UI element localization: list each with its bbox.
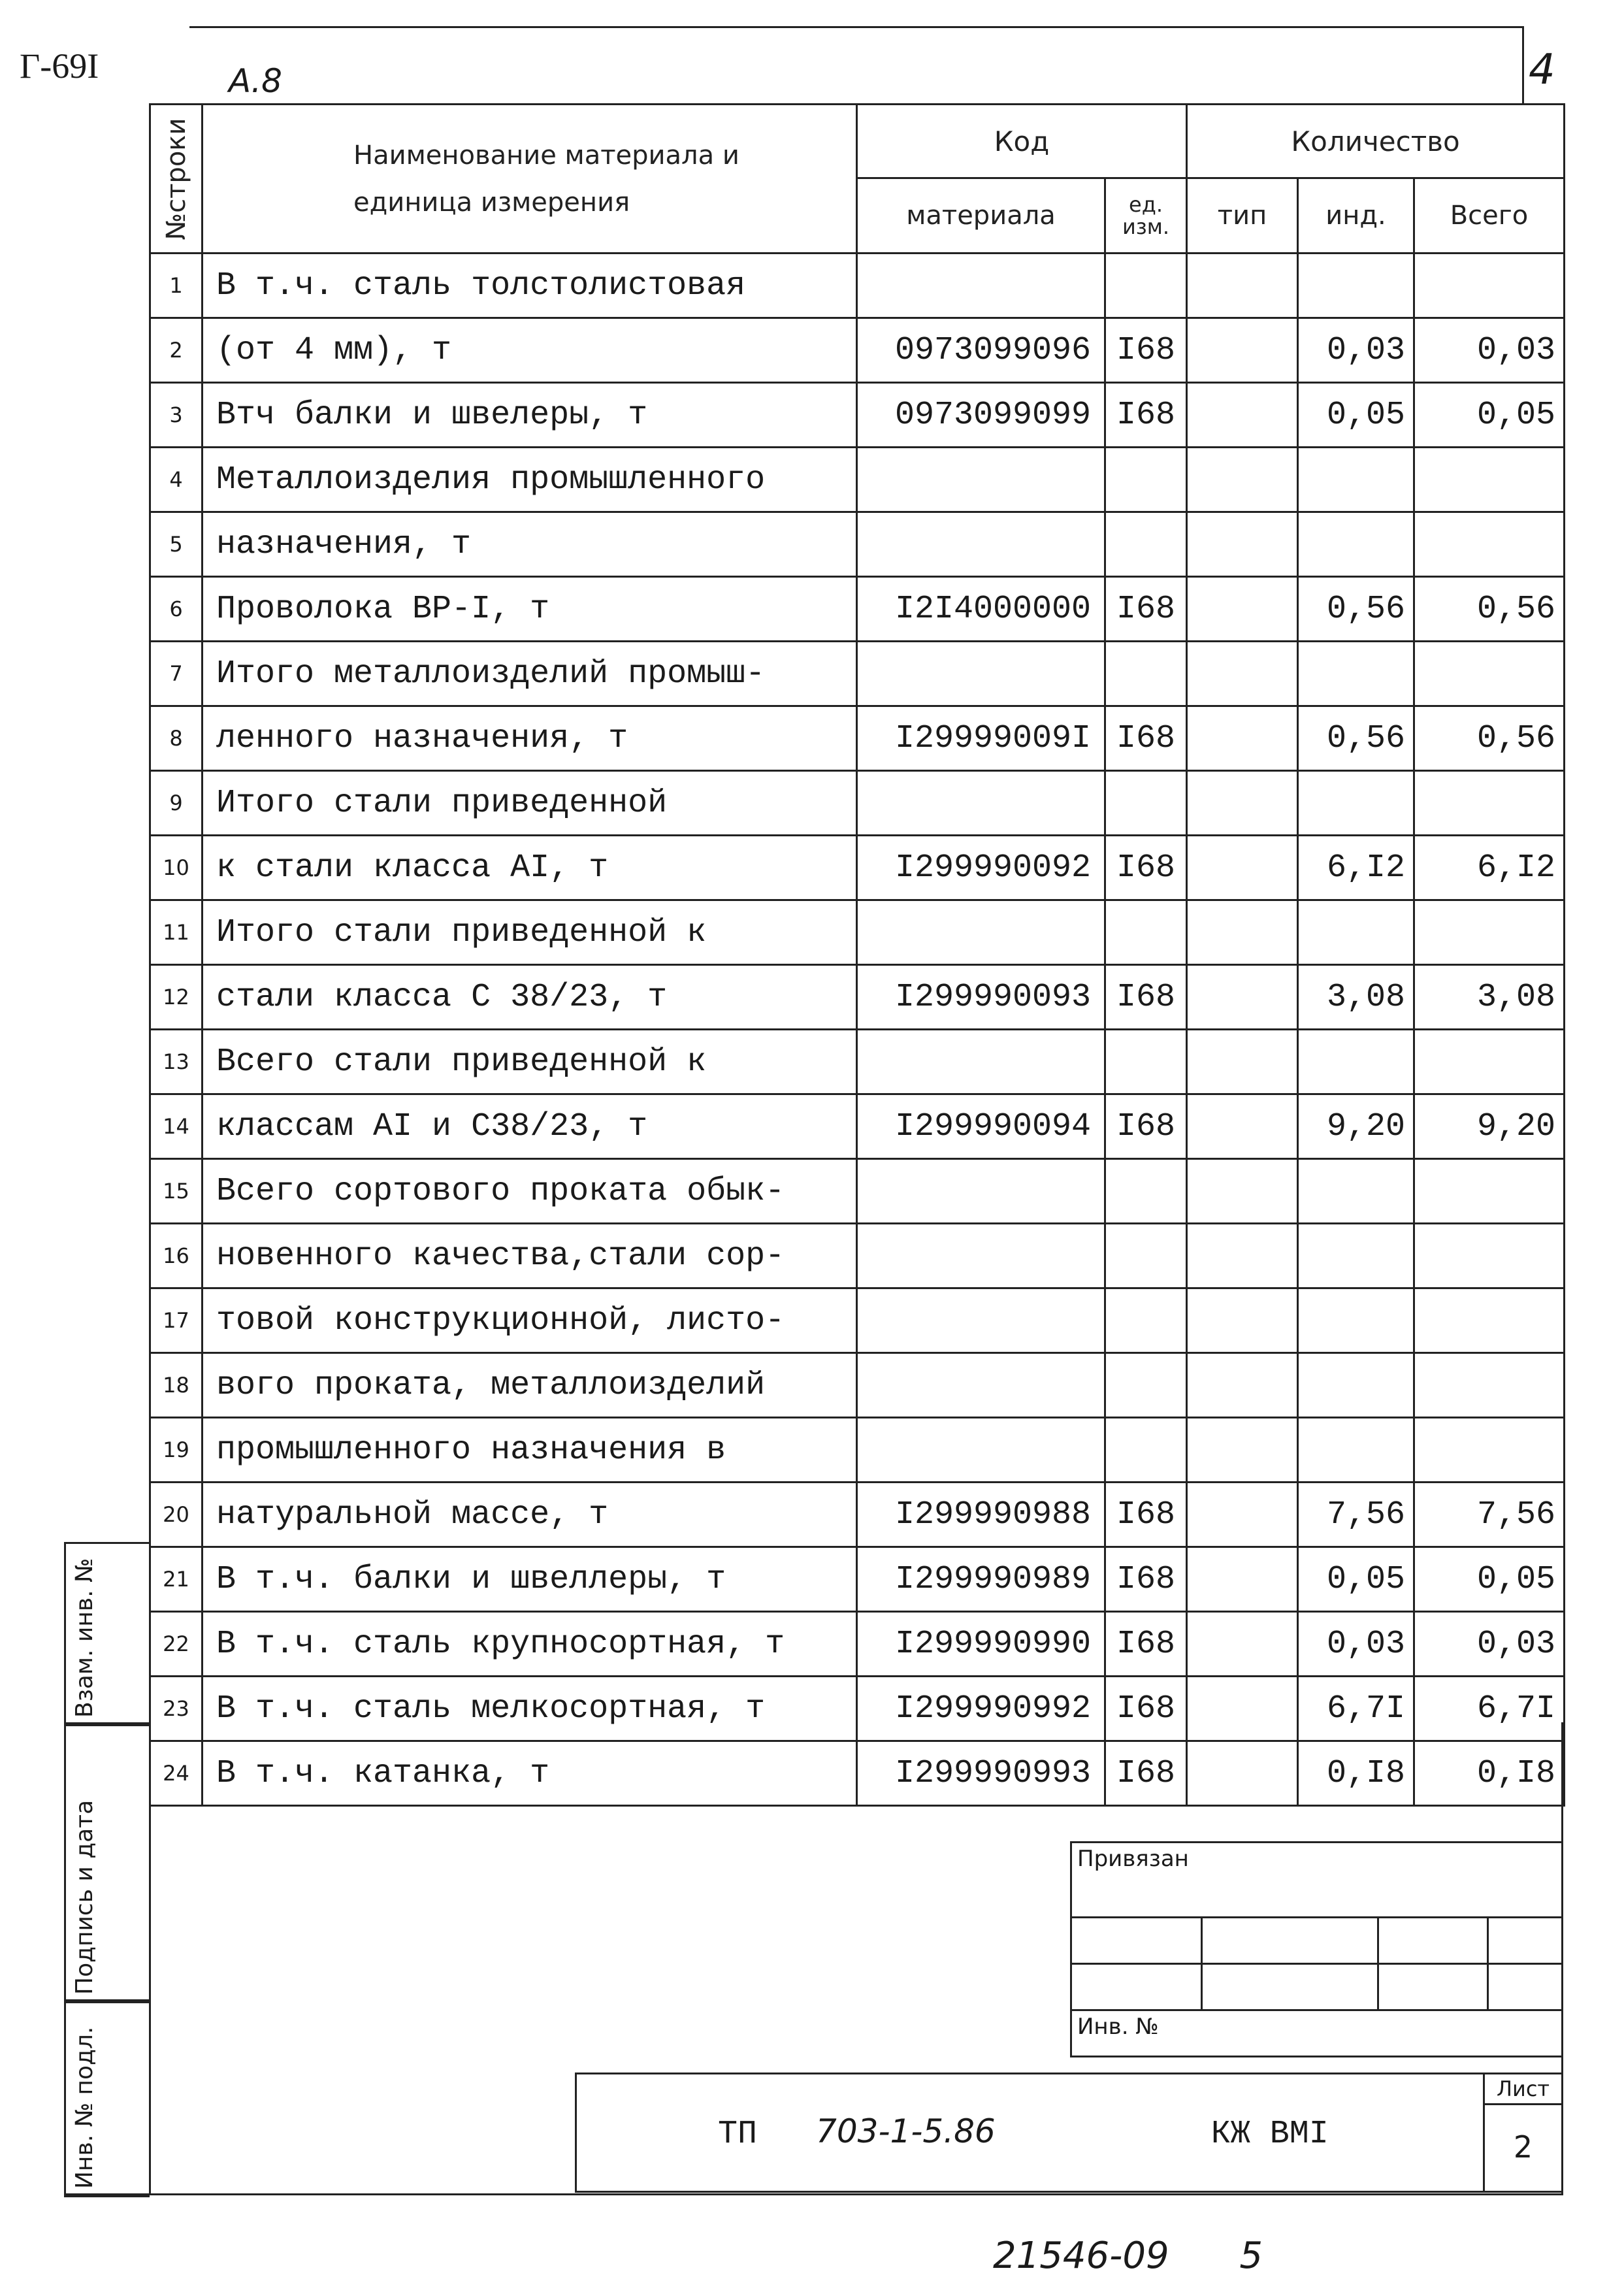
table-row: [150, 512, 1565, 577]
row-name: Всего стали приведенной к: [203, 1030, 857, 1094]
row-name: В т.ч. сталь крупносортная, т: [203, 1612, 857, 1677]
row-total: 6,7I: [1414, 1677, 1565, 1741]
row-name: Втч балки и швелеры, т: [203, 383, 857, 448]
row-type: [1187, 1159, 1298, 1224]
row-code: I299990093: [857, 965, 1105, 1030]
table-row: [150, 383, 1565, 448]
row-total: 0,03: [1414, 318, 1565, 383]
stamp-signature-date: Подпись и дата: [64, 1722, 150, 2003]
page-number-divider: [1522, 26, 1524, 105]
row-number: 10: [150, 836, 203, 900]
row-name: натуральной массе, т: [203, 1483, 857, 1547]
row-unit: I68: [1105, 577, 1187, 642]
header-row-number: №строки: [150, 105, 203, 254]
row-ind: [1298, 1288, 1414, 1353]
row-type: [1187, 1030, 1298, 1094]
row-total: 0,05: [1414, 1547, 1565, 1612]
row-unit: I68: [1105, 1547, 1187, 1612]
row-type: [1187, 1353, 1298, 1418]
header-code-material: материала: [857, 178, 1105, 254]
header-code-group: Код: [857, 105, 1187, 178]
row-ind: [1298, 448, 1414, 512]
row-unit: [1105, 771, 1187, 836]
stamp-vzam-inv: Взам. инв. №: [64, 1542, 150, 1726]
row-number: 11: [150, 900, 203, 965]
row-total: 0,05: [1414, 383, 1565, 448]
row-ind: 0,03: [1298, 1612, 1414, 1677]
title-block: [575, 2073, 1563, 2193]
table-row: [150, 1677, 1565, 1741]
row-number: 7: [150, 642, 203, 706]
row-name: товой конструкционной, листо-: [203, 1288, 857, 1353]
row-unit: I68: [1105, 1612, 1187, 1677]
row-name: В т.ч. сталь мелкосортная, т: [203, 1677, 857, 1741]
row-ind: 7,56: [1298, 1483, 1414, 1547]
row-number: 18: [150, 1353, 203, 1418]
series-code: Г-69I: [20, 46, 99, 86]
row-total: 0,56: [1414, 577, 1565, 642]
materials-table: [149, 103, 1565, 1807]
frame-bottom-line: [64, 2193, 1563, 2195]
row-unit: I68: [1105, 1094, 1187, 1159]
row-unit: [1105, 254, 1187, 318]
row-code: I299990993: [857, 1741, 1105, 1806]
row-number: 15: [150, 1159, 203, 1224]
row-total: 0,56: [1414, 706, 1565, 771]
binding-label: Привязан: [1071, 1843, 1563, 1918]
row-name: новенного качества,стали сор-: [203, 1224, 857, 1288]
row-unit: [1105, 1418, 1187, 1483]
row-ind: [1298, 900, 1414, 965]
row-unit: I68: [1105, 383, 1187, 448]
row-number: 17: [150, 1288, 203, 1353]
sheet-number: 2: [1513, 2129, 1533, 2165]
stamp-inv-podl: Инв. № подл.: [64, 1999, 150, 2197]
table-row: [150, 318, 1565, 383]
row-type: [1187, 1741, 1298, 1806]
row-code: 0973099096: [857, 318, 1105, 383]
row-ind: 0,I8: [1298, 1741, 1414, 1806]
row-total: [1414, 1159, 1565, 1224]
row-ind: 0,05: [1298, 1547, 1414, 1612]
row-ind: 6,7I: [1298, 1677, 1414, 1741]
top-border: [189, 26, 1522, 28]
row-ind: [1298, 642, 1414, 706]
table-row: [150, 577, 1565, 642]
row-unit: I68: [1105, 1741, 1187, 1806]
row-unit: [1105, 1224, 1187, 1288]
format-label: А.8: [229, 62, 282, 100]
row-unit: [1105, 1288, 1187, 1353]
header-qty-ind: инд.: [1298, 178, 1414, 254]
row-total: [1414, 512, 1565, 577]
row-total: [1414, 642, 1565, 706]
row-name: В т.ч. балки и швеллеры, т: [203, 1547, 857, 1612]
row-code: [857, 1418, 1105, 1483]
header-qty-type: тип: [1187, 178, 1298, 254]
table-row: [150, 771, 1565, 836]
row-type: [1187, 318, 1298, 383]
row-number: 22: [150, 1612, 203, 1677]
table-row: [150, 1418, 1565, 1483]
row-unit: I68: [1105, 318, 1187, 383]
table-row: [150, 1094, 1565, 1159]
row-type: [1187, 1483, 1298, 1547]
row-type: [1187, 836, 1298, 900]
frame-left-line: [149, 1722, 151, 2195]
row-name: Металлоизделия промышленного: [203, 448, 857, 512]
row-type: [1187, 642, 1298, 706]
row-code: [857, 642, 1105, 706]
binding-inv: Инв. №: [1071, 2010, 1563, 2057]
row-number: 14: [150, 1094, 203, 1159]
page-number: 4: [1529, 46, 1555, 94]
table-row: [150, 1030, 1565, 1094]
row-number: 8: [150, 706, 203, 771]
row-number: 6: [150, 577, 203, 642]
row-total: 7,56: [1414, 1483, 1565, 1547]
row-code: [857, 512, 1105, 577]
row-code: I299990989: [857, 1547, 1105, 1612]
row-number: 2: [150, 318, 203, 383]
row-total: 9,20: [1414, 1094, 1565, 1159]
row-type: [1187, 1418, 1298, 1483]
table-row: [150, 1741, 1565, 1806]
row-ind: [1298, 1224, 1414, 1288]
table-row: [150, 642, 1565, 706]
row-total: [1414, 1224, 1565, 1288]
row-name: классам АI и С38/23, т: [203, 1094, 857, 1159]
row-name: к стали класса АI, т: [203, 836, 857, 900]
binding-block: [1070, 1841, 1563, 2057]
row-name: назначения, т: [203, 512, 857, 577]
row-code: [857, 1030, 1105, 1094]
row-code: I299990094: [857, 1094, 1105, 1159]
row-name: Всего сортового проката обык-: [203, 1159, 857, 1224]
row-name: Проволока ВР-I, т: [203, 577, 857, 642]
row-number: 4: [150, 448, 203, 512]
row-type: [1187, 577, 1298, 642]
row-number: 3: [150, 383, 203, 448]
row-total: 0,03: [1414, 1612, 1565, 1677]
row-number: 16: [150, 1224, 203, 1288]
row-ind: [1298, 512, 1414, 577]
row-code: I299990092: [857, 836, 1105, 900]
row-total: 6,I2: [1414, 836, 1565, 900]
header-code-unit: ед. изм.: [1105, 178, 1187, 254]
table-row: [150, 1224, 1565, 1288]
row-name: ленного назначения, т: [203, 706, 857, 771]
row-ind: 3,08: [1298, 965, 1414, 1030]
row-code: [857, 448, 1105, 512]
row-unit: I68: [1105, 836, 1187, 900]
row-code: [857, 1288, 1105, 1353]
row-name: промышленного назначения в: [203, 1418, 857, 1483]
row-unit: [1105, 1030, 1187, 1094]
sheet-label: Лист: [1485, 2074, 1561, 2105]
row-number: 9: [150, 771, 203, 836]
row-number: 12: [150, 965, 203, 1030]
row-total: [1414, 448, 1565, 512]
row-name: Итого стали приведенной: [203, 771, 857, 836]
table-row: [150, 1612, 1565, 1677]
row-code: [857, 1224, 1105, 1288]
row-code: [857, 254, 1105, 318]
row-type: [1187, 706, 1298, 771]
row-ind: [1298, 1353, 1414, 1418]
row-number: 20: [150, 1483, 203, 1547]
row-ind: 9,20: [1298, 1094, 1414, 1159]
row-number: 13: [150, 1030, 203, 1094]
row-type: [1187, 383, 1298, 448]
row-name: Итого стали приведенной к: [203, 900, 857, 965]
row-code: I299990990: [857, 1612, 1105, 1677]
row-type: [1187, 1224, 1298, 1288]
table-row: [150, 1547, 1565, 1612]
row-code: [857, 900, 1105, 965]
document-number: 21546-09 5: [993, 2235, 1263, 2277]
row-total: 0,I8: [1414, 1741, 1565, 1806]
row-ind: 6,I2: [1298, 836, 1414, 900]
row-code: [857, 1159, 1105, 1224]
table-row: [150, 1288, 1565, 1353]
row-unit: [1105, 448, 1187, 512]
row-ind: 0,56: [1298, 706, 1414, 771]
table-row: [150, 1159, 1565, 1224]
table-row: [150, 254, 1565, 318]
table-row: [150, 900, 1565, 965]
row-name: В т.ч. катанка, т: [203, 1741, 857, 1806]
row-code: I299990992: [857, 1677, 1105, 1741]
header-qty-total: Всего: [1414, 178, 1565, 254]
row-ind: [1298, 1030, 1414, 1094]
row-total: [1414, 1288, 1565, 1353]
row-total: 3,08: [1414, 965, 1565, 1030]
header-name: Наименование материала и единица измерения: [203, 105, 857, 254]
row-ind: [1298, 1159, 1414, 1224]
row-unit: I68: [1105, 1483, 1187, 1547]
row-unit: [1105, 512, 1187, 577]
row-ind: [1298, 771, 1414, 836]
row-unit: [1105, 1159, 1187, 1224]
row-ind: [1298, 1418, 1414, 1483]
row-unit: [1105, 642, 1187, 706]
row-unit: I68: [1105, 965, 1187, 1030]
row-number: 24: [150, 1741, 203, 1806]
table-row: [150, 1353, 1565, 1418]
row-unit: [1105, 1353, 1187, 1418]
row-type: [1187, 900, 1298, 965]
row-number: 19: [150, 1418, 203, 1483]
row-type: [1187, 1094, 1298, 1159]
row-code: I29999009I: [857, 706, 1105, 771]
row-ind: [1298, 254, 1414, 318]
row-type: [1187, 965, 1298, 1030]
row-number: 23: [150, 1677, 203, 1741]
row-code: 0973099099: [857, 383, 1105, 448]
row-type: [1187, 1612, 1298, 1677]
table-row: [150, 706, 1565, 771]
stamp-mark: КЖ ВМI: [1210, 2116, 1329, 2153]
row-number: 5: [150, 512, 203, 577]
row-total: [1414, 254, 1565, 318]
table-row: [150, 448, 1565, 512]
row-number: 1: [150, 254, 203, 318]
row-ind: 0,03: [1298, 318, 1414, 383]
stamp-project: 703-1-5.86: [816, 2112, 996, 2150]
row-ind: 0,56: [1298, 577, 1414, 642]
table-row: [150, 965, 1565, 1030]
row-total: [1414, 1030, 1565, 1094]
row-type: [1187, 448, 1298, 512]
row-total: [1414, 900, 1565, 965]
row-type: [1187, 1677, 1298, 1741]
row-total: [1414, 771, 1565, 836]
row-ind: 0,05: [1298, 383, 1414, 448]
row-type: [1187, 1288, 1298, 1353]
row-unit: [1105, 900, 1187, 965]
row-name: стали класса С 38/23, т: [203, 965, 857, 1030]
row-type: [1187, 254, 1298, 318]
row-type: [1187, 512, 1298, 577]
row-name: Итого металлоизделий промыш-: [203, 642, 857, 706]
row-total: [1414, 1418, 1565, 1483]
table-row: [150, 1483, 1565, 1547]
table-row: [150, 836, 1565, 900]
row-type: [1187, 1547, 1298, 1612]
row-unit: I68: [1105, 706, 1187, 771]
row-code: I2I4000000: [857, 577, 1105, 642]
stamp-tp: ТП: [718, 2116, 758, 2153]
header-qty-group: Количество: [1187, 105, 1565, 178]
row-name: В т.ч. сталь толстолистовая: [203, 254, 857, 318]
row-total: [1414, 1353, 1565, 1418]
row-unit: I68: [1105, 1677, 1187, 1741]
row-code: [857, 771, 1105, 836]
row-number: 21: [150, 1547, 203, 1612]
row-type: [1187, 771, 1298, 836]
row-name: вого проката, металлоизделий: [203, 1353, 857, 1418]
row-name: (от 4 мм), т: [203, 318, 857, 383]
row-code: [857, 1353, 1105, 1418]
row-code: I299990988: [857, 1483, 1105, 1547]
